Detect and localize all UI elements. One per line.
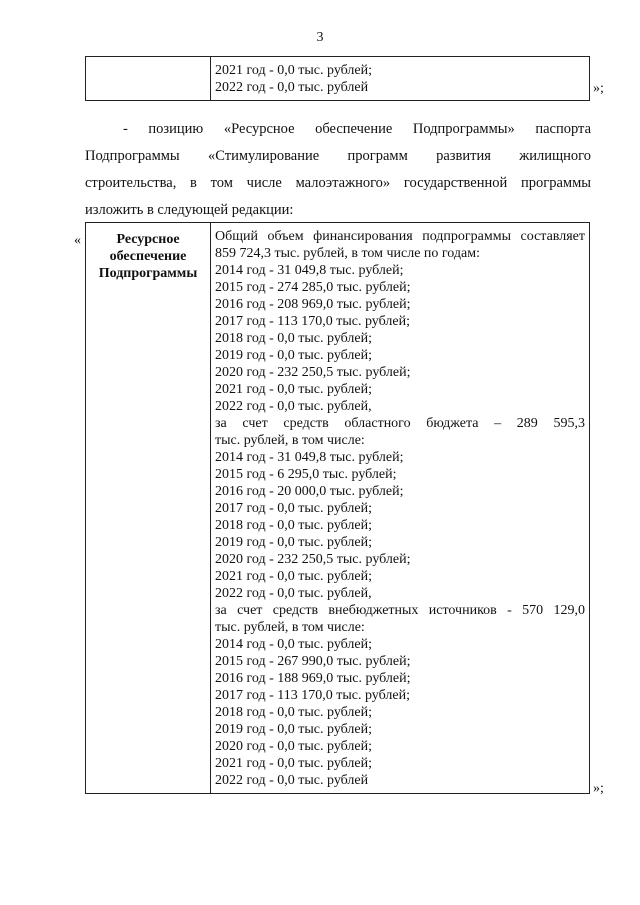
total-line: Общий объем финансирования подпрограммы составляет bbox=[215, 229, 585, 244]
extra-year-line: 2014 год - 0,0 тыс. рублей; bbox=[215, 637, 373, 652]
regional-year-line: 2017 год - 0,0 тыс. рублей; bbox=[215, 501, 373, 516]
resource-heading-line: Подпрограммы bbox=[98, 266, 198, 281]
total-year-line: 2018 год - 0,0 тыс. рублей; bbox=[215, 331, 373, 346]
extra-year-line: 2018 год - 0,0 тыс. рублей; bbox=[215, 705, 373, 720]
total-year-line: 2020 год - 232 250,5 тыс. рублей; bbox=[215, 365, 411, 380]
total-year-line: 2017 год - 113 170,0 тыс. рублей; bbox=[215, 314, 410, 329]
regional-year-line: 2015 год - 6 295,0 тыс. рублей; bbox=[215, 467, 397, 482]
total-year-line: 2014 год - 31 049,8 тыс. рублей; bbox=[215, 263, 404, 278]
regional-line: тыс. рублей, в том числе: bbox=[215, 433, 365, 448]
extra-year-list bbox=[215, 636, 585, 789]
extra-year-line: 2020 год - 0,0 тыс. рублей; bbox=[215, 739, 373, 754]
extra-year-line: 2022 год - 0,0 тыс. рублей bbox=[215, 773, 369, 788]
paragraph-line: Подпрограммы «Стимулирование программ развития жилищного bbox=[85, 148, 591, 164]
main-table-closing-quote: »; bbox=[593, 781, 604, 796]
regional-year-line: 2019 год - 0,0 тыс. рублей; bbox=[215, 535, 373, 550]
regional-line: за счет средств областного бюджета – 289 595,3 bbox=[215, 416, 585, 431]
total-year-line: 2016 год - 208 969,0 тыс. рублей; bbox=[215, 297, 411, 312]
regional-year-line: 2022 год - 0,0 тыс. рублей, bbox=[215, 586, 372, 601]
top-table-left-cell bbox=[86, 57, 211, 101]
resource-heading-line: обеспечение bbox=[109, 249, 187, 264]
regional-year-line: 2018 год - 0,0 тыс. рублей; bbox=[215, 518, 373, 533]
main-table-open-quote: « bbox=[74, 233, 81, 248]
page-number: 3 bbox=[316, 30, 324, 45]
top-table-line: 2021 год - 0,0 тыс. рублей; bbox=[215, 63, 373, 78]
top-table-right-cell bbox=[211, 57, 590, 101]
resource-table bbox=[85, 222, 590, 794]
regional-year-line: 2016 год - 20 000,0 тыс. рублей; bbox=[215, 484, 404, 499]
top-table bbox=[85, 56, 590, 101]
resource-content-cell bbox=[211, 223, 590, 794]
extra-year-line: 2017 год - 113 170,0 тыс. рублей; bbox=[215, 688, 410, 703]
instruction-paragraph bbox=[85, 116, 591, 224]
extra-year-line: 2016 год - 188 969,0 тыс. рублей; bbox=[215, 671, 411, 686]
paragraph-line: - позицию «Ресурсное обеспечение Подпрограммы» паспорта bbox=[123, 121, 591, 137]
extra-year-line: 2015 год - 267 990,0 тыс. рублей; bbox=[215, 654, 411, 669]
resource-heading-cell bbox=[86, 223, 211, 794]
regional-year-list bbox=[215, 449, 585, 602]
extra-year-line: 2019 год - 0,0 тыс. рублей; bbox=[215, 722, 373, 737]
paragraph-line: строительства, в том числе малоэтажного» государственной программы bbox=[85, 175, 591, 191]
paragraph-line: изложить в следующей редакции: bbox=[85, 202, 294, 218]
total-year-line: 2021 год - 0,0 тыс. рублей; bbox=[215, 382, 373, 397]
total-line: 859 724,3 тыс. рублей, в том числе по годам: bbox=[215, 246, 480, 261]
total-year-line: 2015 год - 274 285,0 тыс. рублей; bbox=[215, 280, 411, 295]
total-year-line: 2019 год - 0,0 тыс. рублей; bbox=[215, 348, 373, 363]
resource-heading-line: Ресурсное bbox=[116, 232, 180, 247]
extra-year-line: 2021 год - 0,0 тыс. рублей; bbox=[215, 756, 373, 771]
extra-line: за счет средств внебюджетных источников - 570 129,0 bbox=[215, 603, 585, 618]
total-year-line: 2022 год - 0,0 тыс. рублей, bbox=[215, 399, 372, 414]
top-table-closing-quote: »; bbox=[593, 81, 604, 96]
regional-year-line: 2021 год - 0,0 тыс. рублей; bbox=[215, 569, 373, 584]
total-year-list bbox=[215, 262, 585, 415]
top-table-line: 2022 год - 0,0 тыс. рублей bbox=[215, 80, 369, 95]
regional-year-line: 2020 год - 232 250,5 тыс. рублей; bbox=[215, 552, 411, 567]
regional-year-line: 2014 год - 31 049,8 тыс. рублей; bbox=[215, 450, 404, 465]
extra-line: тыс. рублей, в том числе: bbox=[215, 620, 365, 635]
